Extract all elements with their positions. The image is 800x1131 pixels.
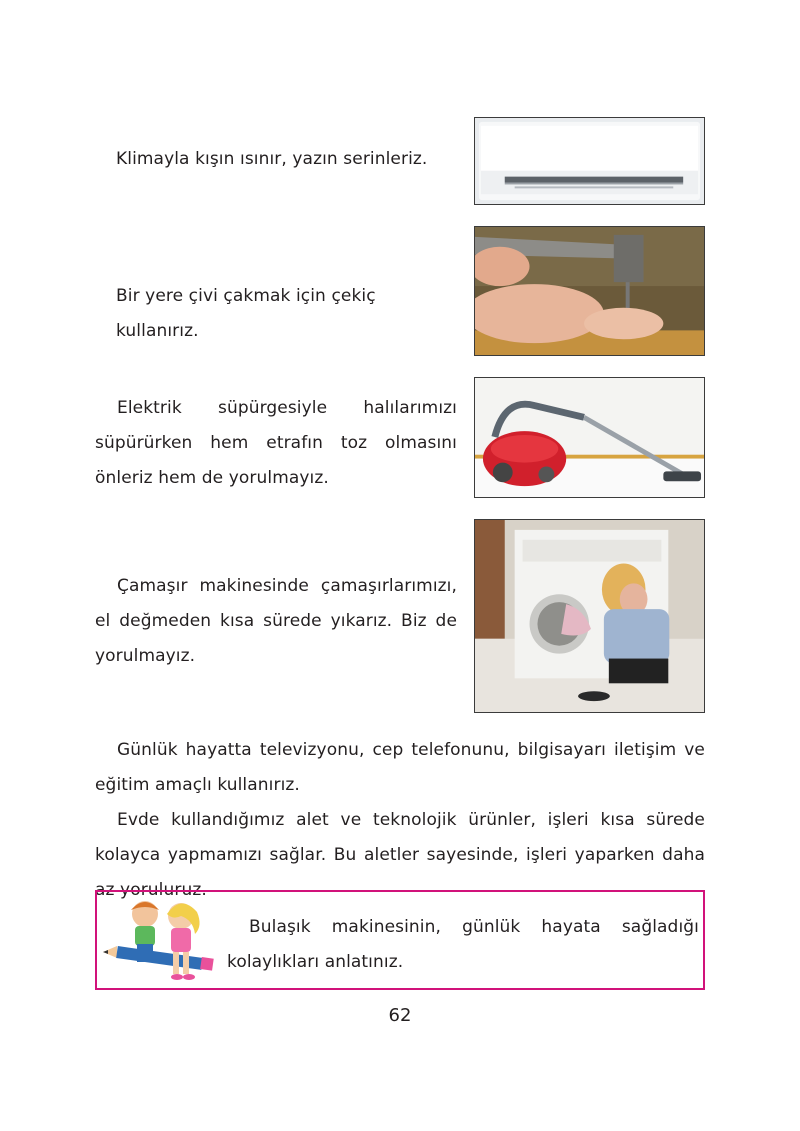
activity-box — [95, 890, 705, 990]
page-number: 62 — [388, 1005, 412, 1026]
hammer-photo — [474, 226, 705, 356]
vacuum-cleaner-photo — [474, 377, 705, 498]
paragraph-daily-life: Günlük hayatta televizyonu, cep telefonunu, bilgisayarı iletişim ve eğitim amaçlı kullanırız. — [95, 740, 705, 795]
activity-text: Bulaşık makinesinin, günlük hayata sağladığı kolaylıkları anlatınız. — [227, 917, 699, 972]
item-text-washing-machine: Çamaşır makinesinde çamaşırlarımızı, el değmeden kısa sürede yıkarız. Biz de yorulmayız. — [95, 576, 457, 666]
item-text-vacuum: Elektrik süpürgesiyle halılarımızı süpürürken hem etrafın toz olmasını önleriz hem de yorulmayız. — [95, 398, 457, 488]
item-text-air-conditioner: Klimayla kışın ısınır, yazın serinleriz. — [116, 149, 428, 169]
children-on-pencil-icon — [101, 894, 221, 988]
item-text-hammer: Bir yere çivi çakmak için çekiç kullanırız. — [116, 286, 376, 341]
washing-machine-photo — [474, 519, 705, 713]
paragraph-tools: Evde kullandığımız alet ve teknolojik ürünler, işleri kısa sürede kolayca yapmamızı sağlar. Bu aletler sayesinde, işleri yaparken daha az yoruluruz. — [95, 810, 705, 900]
air-conditioner-photo — [474, 117, 705, 205]
